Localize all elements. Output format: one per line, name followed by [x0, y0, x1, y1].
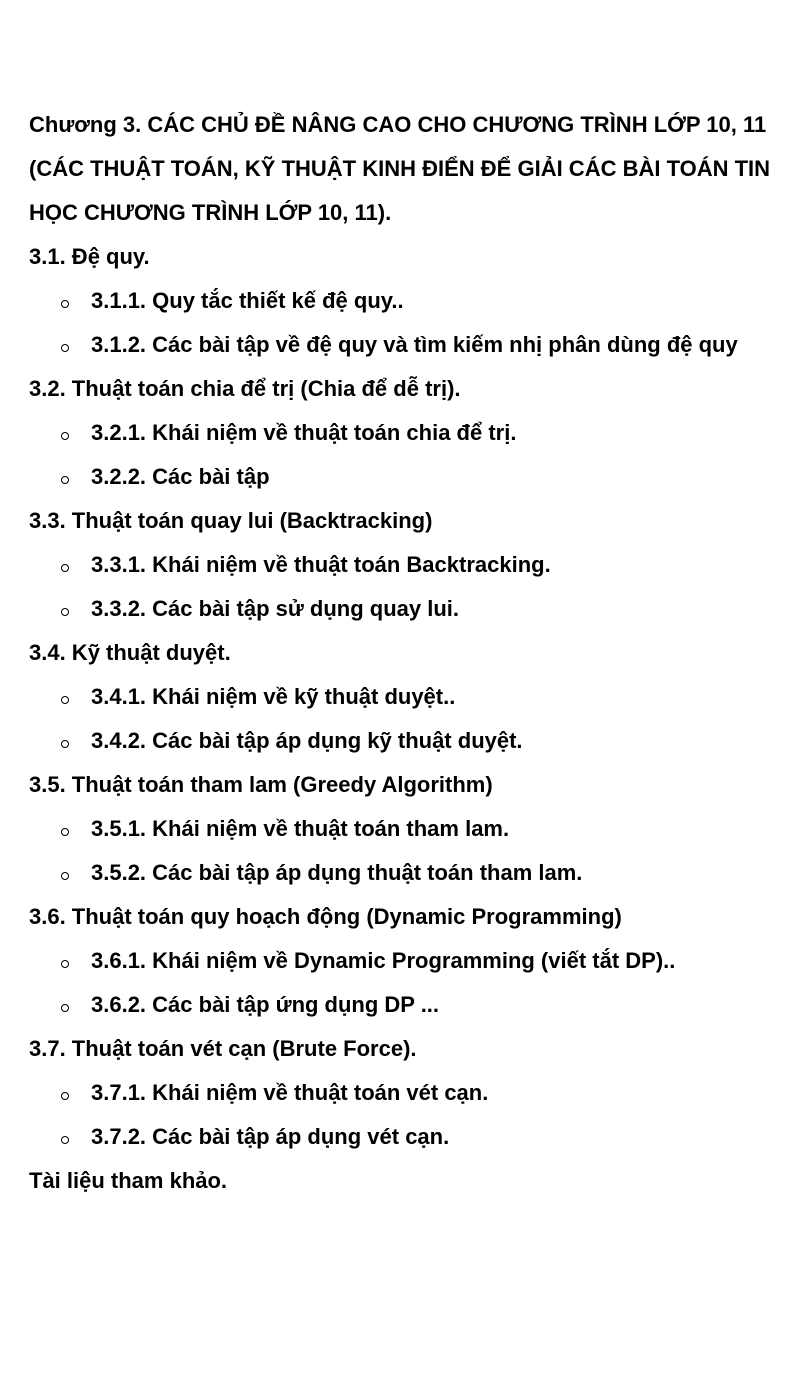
- list-item: [29, 543, 810, 587]
- list-item-text: 3.5.1. Khái niệm về thuật toán tham lam.: [91, 816, 510, 841]
- list-item: [29, 1115, 810, 1159]
- list-item: [29, 851, 810, 895]
- section-title: 3.7. Thuật toán vét cạn (Brute Force).: [29, 1036, 417, 1061]
- list-item: [29, 983, 810, 1027]
- list-item-text: 3.6.2. Các bài tập ứng dụng DP ...: [91, 992, 440, 1017]
- section-3-5: [29, 763, 810, 895]
- hollow-circle-bullet-icon: [59, 543, 71, 587]
- section-title: 3.2. Thuật toán chia để trị (Chia để dễ trị).: [29, 376, 461, 401]
- list-item: [29, 939, 810, 983]
- list-item-text: 3.7.1. Khái niệm về thuật toán vét cạn.: [91, 1080, 489, 1105]
- list-item: [29, 323, 810, 367]
- list-item-text: 3.5.2. Các bài tập áp dụng thuật toán tham lam.: [91, 860, 583, 885]
- list-item-text: 3.1.1. Quy tắc thiết kế đệ quy..: [91, 288, 404, 313]
- hollow-circle-bullet-icon: [59, 1071, 71, 1115]
- list-item-text: 3.2.2. Các bài tập: [91, 464, 270, 489]
- hollow-circle-bullet-icon: [59, 1115, 71, 1159]
- hollow-circle-bullet-icon: [59, 279, 71, 323]
- hollow-circle-bullet-icon: [59, 807, 71, 851]
- list-item-text: 3.4.1. Khái niệm về kỹ thuật duyệt..: [91, 684, 456, 709]
- section-title: 3.6. Thuật toán quy hoạch động (Dynamic Programming): [29, 904, 622, 929]
- hollow-circle-bullet-icon: [59, 411, 71, 455]
- section-3-2: [29, 367, 810, 499]
- list-item: [29, 719, 810, 763]
- section-title: 3.5. Thuật toán tham lam (Greedy Algorithm): [29, 772, 493, 797]
- hollow-circle-bullet-icon: [59, 455, 71, 499]
- section-title: 3.4. Kỹ thuật duyệt.: [29, 640, 231, 665]
- section-3-1: [29, 235, 810, 367]
- hollow-circle-bullet-icon: [59, 983, 71, 1027]
- list-item-text: 3.2.1. Khái niệm về thuật toán chia để trị.: [91, 420, 517, 445]
- document-body: [29, 103, 810, 1203]
- hollow-circle-bullet-icon: [59, 675, 71, 719]
- section-3-3: [29, 499, 810, 631]
- list-item: [29, 675, 810, 719]
- list-item-text: 3.4.2. Các bài tập áp dụng kỹ thuật duyệt.: [91, 728, 523, 753]
- list-item-text: 3.3.2. Các bài tập sử dụng quay lui.: [91, 596, 460, 621]
- hollow-circle-bullet-icon: [59, 587, 71, 631]
- section-title: 3.3. Thuật toán quay lui (Backtracking): [29, 508, 433, 533]
- references-heading: Tài liệu tham khảo.: [29, 1168, 228, 1193]
- section-title: 3.1. Đệ quy.: [29, 244, 150, 269]
- section-3-7: [29, 1027, 810, 1159]
- chapter-title: Chương 3. CÁC CHỦ ĐỀ NÂNG CAO CHO CHƯƠNG TRÌNH LỚP 10, 11 (CÁC THUẬT TOÁN, KỸ THUẬT KINH ĐIỂN ĐỂ GIẢI CÁC BÀI TOÁN TIN HỌC CHƯƠNG TRÌNH LỚP 10, 11).: [29, 112, 771, 225]
- list-item-text: 3.6.1. Khái niệm về Dynamic Programming (viết tắt DP)..: [91, 948, 676, 973]
- hollow-circle-bullet-icon: [59, 323, 71, 367]
- hollow-circle-bullet-icon: [59, 851, 71, 895]
- list-item-text: 3.7.2. Các bài tập áp dụng vét cạn.: [91, 1124, 450, 1149]
- list-item: [29, 455, 810, 499]
- section-3-6: [29, 895, 810, 1027]
- list-item: [29, 1071, 810, 1115]
- list-item-text: 3.1.2. Các bài tập về đệ quy và tìm kiếm nhị phân dùng đệ quy: [91, 332, 738, 357]
- list-item: [29, 411, 810, 455]
- hollow-circle-bullet-icon: [59, 939, 71, 983]
- list-item: [29, 587, 810, 631]
- hollow-circle-bullet-icon: [59, 719, 71, 763]
- list-item: [29, 807, 810, 851]
- list-item: [29, 279, 810, 323]
- section-3-4: [29, 631, 810, 763]
- list-item-text: 3.3.1. Khái niệm về thuật toán Backtracking.: [91, 552, 551, 577]
